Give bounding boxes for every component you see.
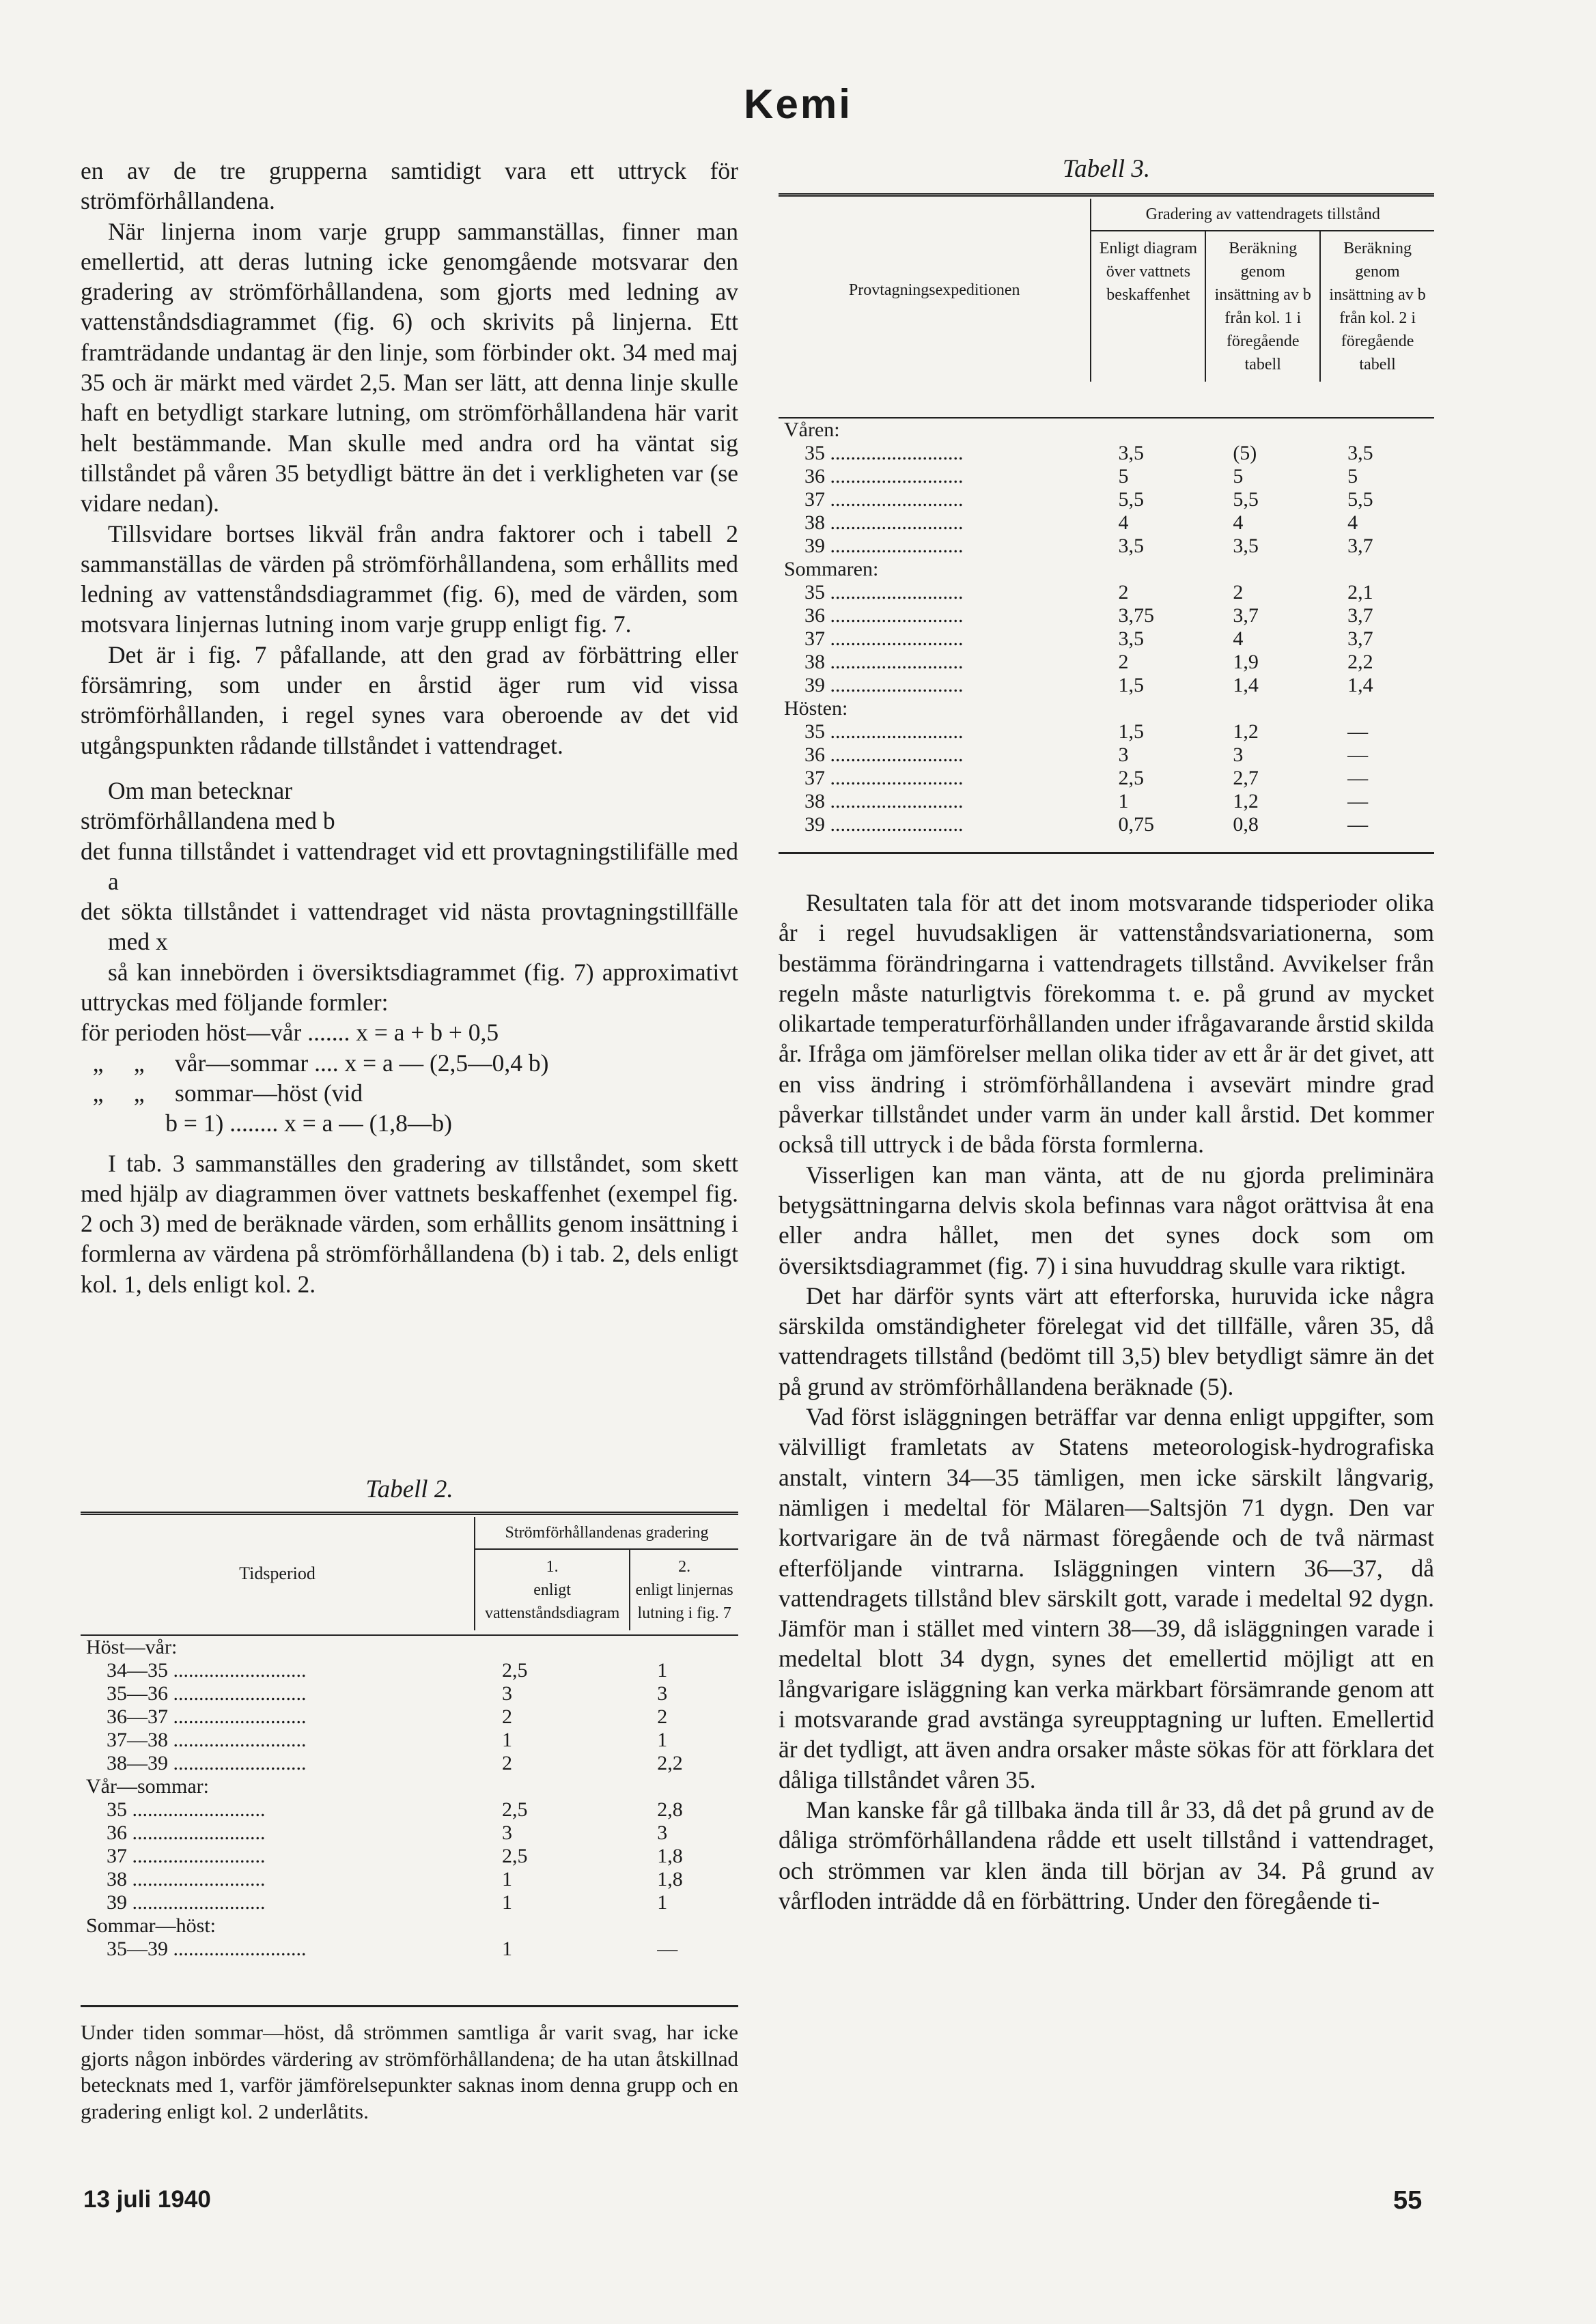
table-row <box>81 1798 738 1822</box>
table3 <box>779 199 1434 836</box>
value-cell: 1,2 <box>1233 720 1259 743</box>
value-cell: 1,4 <box>1347 674 1373 696</box>
table-row <box>779 674 1434 697</box>
table-row <box>779 627 1434 651</box>
row-label <box>779 488 1091 511</box>
row-label-text: 37 <box>804 767 825 789</box>
value-cell: 0,8 <box>1233 813 1259 836</box>
value-cell: 3,7 <box>1347 604 1373 627</box>
group-row <box>81 1775 738 1798</box>
table-row <box>779 581 1434 604</box>
group-row <box>779 558 1434 581</box>
group-label: Sommar—höst: <box>86 1914 216 1937</box>
table-row <box>779 465 1434 488</box>
table3-header-col1: Enligt diagram över vattnets beskaffenhet <box>1091 231 1205 382</box>
dot-leader: .......................... <box>127 1822 266 1844</box>
row-label-text: 35 <box>804 581 825 604</box>
row-label <box>81 1798 475 1822</box>
dot-leader: .......................... <box>825 604 964 627</box>
value-cell: 1,8 <box>657 1868 683 1890</box>
value-cell: 2,5 <box>1118 767 1144 789</box>
dot-leader: .......................... <box>825 790 964 812</box>
value-cell: 3 <box>1233 743 1244 766</box>
formula-intro: så kan innebörden i översiktsdiagrammet (fig. 7) approximativt uttryckas med följande formler: <box>81 958 738 1017</box>
table-row <box>81 1729 738 1752</box>
row-label-text: 39 <box>804 813 825 836</box>
value-cell: — <box>1347 790 1369 812</box>
row-label-text: 36 <box>804 465 825 487</box>
dot-leader: .......................... <box>127 1798 266 1821</box>
dot-leader: .......................... <box>825 651 964 673</box>
row-label-text: 38 <box>804 511 825 534</box>
paragraph: Vad först isläggningen beträffar var denna enligt uppgifter, som välvilligt framletats av Statens meteorologisk-hydrografiska anstalt, vintern 34—35 tämligen, men icke särskilt långvarig, nämligen i medeltal för Mälaren—Saltsjön 71 dygn. Den var kortvarigare än de två närmast föregående och de två närmast efterföljande vintrarna. Isläggningen vintern 36—37, då vattendragets tillstånd blev särskilt gott, varade i medeltal 92 dygn. Jämför man i stället med vintern 38—39, då isläggningen varade i medeltal blott 34 dygn, synes det emellertid möjligt att en långvarigare isläggning kan verka märkbart försämrande genom att i motsvarande grad avstänga syreupptagning ur luften. Emellertid är det tydligt, att även andra orsaker måste sökas för att förklara det dåliga tillståndet våren 35. <box>779 1403 1434 1794</box>
value-cell: 4 <box>1118 511 1129 534</box>
table3-bottom-rule <box>779 852 1434 854</box>
group-label: Höst—vår: <box>86 1636 178 1658</box>
value-cell: 1 <box>502 1729 512 1751</box>
dot-leader: .......................... <box>168 1729 307 1751</box>
table-row <box>81 1868 738 1891</box>
value-cell: 2 <box>1118 651 1129 673</box>
value-cell: 2,1 <box>1347 581 1373 604</box>
value-cell: (5) <box>1233 442 1257 464</box>
col-label: enligt linjernas lutning i fig. 7 <box>635 1581 733 1622</box>
table-row <box>81 1938 738 1961</box>
row-label-text: 34—35 <box>107 1659 168 1682</box>
row-label <box>779 790 1091 813</box>
row-label <box>779 465 1091 488</box>
dot-leader: .......................... <box>825 488 964 511</box>
value-cell: 3 <box>657 1682 668 1705</box>
value-cell: 2,5 <box>502 1798 528 1821</box>
dot-leader: .......................... <box>825 442 964 464</box>
dot-leader: .......................... <box>127 1845 266 1867</box>
row-label <box>779 767 1091 790</box>
value-cell: 2,8 <box>657 1798 683 1821</box>
row-label-text: 36 <box>804 604 825 627</box>
group-label: Vår—sommar: <box>86 1775 209 1798</box>
value-cell: 1 <box>657 1659 668 1682</box>
table-row <box>779 790 1434 813</box>
value-cell: 3,5 <box>1233 535 1259 557</box>
value-cell: 2,5 <box>502 1659 528 1682</box>
formula: b = 1) ........ x = a — (1,8—b) <box>81 1109 452 1137</box>
footer-date: 13 juli 1940 <box>83 2186 211 2213</box>
row-label-text: 36 <box>804 743 825 766</box>
table-row <box>81 1845 738 1868</box>
row-label-text: 35—39 <box>107 1938 168 1960</box>
row-label <box>779 720 1091 743</box>
definitions-intro: Om man betecknar <box>108 776 293 804</box>
table-row <box>779 743 1434 767</box>
value-cell: 0,75 <box>1118 813 1154 836</box>
value-cell: 3,7 <box>1347 627 1373 650</box>
value-cell: 1,5 <box>1118 720 1144 743</box>
value-cell: 5 <box>1118 465 1129 487</box>
value-cell: — <box>1347 743 1369 766</box>
dot-leader: .......................... <box>825 674 964 696</box>
table2-caption: Tabell 2. <box>365 1475 453 1503</box>
row-label-text: 36—37 <box>107 1705 168 1728</box>
dot-leader: .......................... <box>825 627 964 650</box>
table2-note: Under tiden sommar—höst, då strömmen samtliga år varit svag, har icke gjorts någon inbördes värdering av strömförhållandena; de ha utan åtskillnad betecknats med 1, varför jämförelsepunkter saknas inom denna grupp och en gradering enligt kol. 2 underlåtits. <box>81 2020 738 2123</box>
row-label-text: 36 <box>107 1822 127 1844</box>
group-label: Våren: <box>784 419 840 441</box>
table-row <box>779 813 1434 836</box>
row-label <box>81 1938 475 1961</box>
table-row <box>779 535 1434 558</box>
table-row <box>81 1752 738 1775</box>
group-row <box>81 1635 738 1659</box>
row-label <box>81 1729 475 1752</box>
value-cell: 1,2 <box>1233 790 1259 812</box>
table-row <box>779 651 1434 674</box>
col-label: enligt vattenståndsdiagram <box>484 1581 620 1622</box>
value-cell: 5,5 <box>1233 488 1259 511</box>
row-label <box>779 674 1091 697</box>
row-label <box>81 1682 475 1705</box>
value-cell: 4 <box>1347 511 1358 534</box>
row-label <box>779 651 1091 674</box>
paragraph: Visserligen kan man vänta, att de nu gjorda preliminära betygsättningarna delvis skola befinnas vara något orättvisa åt ena eller andra hållet, men det synes dock som om översiktsdiagrammet (fig. 7) i sina huvuddrag skulle vara riktigt. <box>779 1161 1434 1279</box>
value-cell: 1,5 <box>1118 674 1144 696</box>
value-cell: 3,75 <box>1118 604 1154 627</box>
page-number: 55 <box>1393 2186 1423 2215</box>
value-cell: 1 <box>502 1938 512 1960</box>
dot-leader: .......................... <box>127 1868 266 1890</box>
paragraph: Tillsvidare bortses likväl från andra faktorer och i tabell 2 sammanställas de värden på strömförhållandena, som erhållits med ledning av vattenståndsdiagrammet (fig. 6), med de värden, som motsvara linjernas lutning inom varje grupp enligt fig. 7. <box>81 520 738 638</box>
value-cell: 4 <box>1233 627 1244 650</box>
value-cell: 3,7 <box>1233 604 1259 627</box>
dot-leader: .......................... <box>168 1659 307 1682</box>
value-cell: 3,5 <box>1347 442 1373 464</box>
paragraph: Resultaten tala för att det inom motsvarande tidsperioder olika år i regel huvudsakligen är vattenståndsvariationerna, som bestämma förändringarna i vattendragets tillstånd. Avvikelser från regeln måste naturligtvis förekomma t. e. på grund av mycket olikartade temperaturförhållanden under ifrågavarande årstid skilda år. Ifråga om jämförelser mellan olika tider av ett år är det givet, att en viss ändring i strömförhållandena i avsevärt mindre grad påverkar tillståndet under varm än under kall årstid. Det kommer också till uttryck i de båda första formlerna. <box>779 889 1434 1159</box>
definition-b: strömförhållandena med b <box>81 807 335 835</box>
row-label <box>779 535 1091 558</box>
dot-leader: .......................... <box>825 720 964 743</box>
group-row <box>779 418 1434 442</box>
value-cell: 4 <box>1233 511 1244 534</box>
left-column <box>81 156 738 1299</box>
dot-leader: .......................... <box>825 813 964 836</box>
value-cell: 5 <box>1347 465 1358 487</box>
table-row <box>779 767 1434 790</box>
value-cell: 3 <box>657 1822 668 1844</box>
value-cell: 3,5 <box>1118 442 1144 464</box>
table3-rule <box>779 193 1434 197</box>
row-label-text: 39 <box>804 674 825 696</box>
value-cell: 2,2 <box>1347 651 1373 673</box>
value-cell: 3 <box>502 1822 512 1844</box>
table-row <box>779 442 1434 465</box>
row-label-text: 37 <box>804 627 825 650</box>
row-label-text: 38—39 <box>107 1752 168 1774</box>
row-label-text: 38 <box>107 1868 127 1890</box>
group-label: Hösten: <box>784 697 848 720</box>
row-label <box>81 1752 475 1775</box>
definition-a: det funna tillståndet i vattendraget vid ett provtagningstilifälle med a <box>81 837 738 895</box>
table-row <box>81 1659 738 1682</box>
formula: „ „ vår—sommar .... x = a — (2,5—0,4 b) <box>81 1049 549 1077</box>
row-label <box>779 627 1091 651</box>
dot-leader: .......................... <box>825 535 964 557</box>
row-label-text: 35—36 <box>107 1682 168 1705</box>
value-cell: 2 <box>1118 581 1129 604</box>
dot-leader: .......................... <box>825 465 964 487</box>
table2-bottom-rule <box>81 2005 738 2007</box>
value-cell: — <box>1347 813 1369 836</box>
value-cell: 1 <box>657 1891 668 1914</box>
group-label: Sommaren: <box>784 558 879 580</box>
table-row <box>779 720 1434 743</box>
row-label-text: 37—38 <box>107 1729 168 1751</box>
row-label <box>81 1659 475 1682</box>
table2-header-col2 <box>630 1549 738 1630</box>
row-label <box>779 581 1091 604</box>
table-row <box>81 1891 738 1914</box>
paragraph: I tab. 3 sammanställes den gradering av tillståndet, som skett med hjälp av diagrammen över vattnets beskaffenhet (exempel fig. 2 och 3) med de beräknade värden, som erhållits genom insättning i formlerna av värdena på strömförhållandena (b) i tab. 2, dels enligt kol. 1, dels enligt kol. 2. <box>81 1149 738 1298</box>
paragraph: en av de tre grupperna samtidigt vara ett uttryck för strömförhållandena. <box>81 157 738 215</box>
value-cell: 2,2 <box>657 1752 683 1774</box>
table3-header-exp: Provtagningsexpeditionen <box>848 281 1020 299</box>
paragraph: När linjerna inom varje grupp sammanställas, finner man emellertid, att deras lutning icke genomgående motsvarar den gradering av strömförhållandena, som gjorts med ledning av vattenståndsdiagrammet (fig. 6) och skrivits på linjerna. Ett framträdande undantag är den linje, som förbinder okt. 34 med maj 35 och är märkt med värdet 2,5. Man ser lätt, att denna linje skulle haft en betydligt starkare lutning, om strömförhållandena här varit helt bestämmande. Man skulle med andra ord ha väntat sig tillståndet på våren 35 betydligt bättre än det i verkligheten var (se vidare nedan). <box>81 217 738 518</box>
dot-leader: .......................... <box>168 1682 307 1705</box>
table3-header-col2: Beräkning genom insättning av b från kol. 1 i föregående tabell <box>1205 231 1320 382</box>
row-label-text: 37 <box>804 488 825 511</box>
value-cell: 2 <box>502 1705 512 1728</box>
paragraph: Det är i fig. 7 påfallande, att den grad av förbättring eller försämring, som under en årstid äger rum vid vissa strömförhållanden, i regel synes vara oberoende av det vid utgångspunkten rådande tillståndet i vattendraget. <box>81 640 738 759</box>
table2-rule <box>81 1512 738 1515</box>
value-cell: 1 <box>502 1891 512 1914</box>
row-label <box>81 1705 475 1729</box>
value-cell: 1,4 <box>1233 674 1259 696</box>
row-label <box>81 1891 475 1914</box>
value-cell: 2,5 <box>502 1845 528 1867</box>
value-cell: 1,9 <box>1233 651 1259 673</box>
value-cell: 3,5 <box>1118 627 1144 650</box>
row-label <box>779 743 1091 767</box>
table3-caption: Tabell 3. <box>1062 155 1151 183</box>
dot-leader: .......................... <box>168 1938 307 1960</box>
value-cell: 5,5 <box>1347 488 1373 511</box>
value-cell: 3,7 <box>1347 535 1373 557</box>
definition-x: det sökta tillståndet i vattendraget vid nästa provtagningstillfälle med x <box>81 898 738 956</box>
value-cell: 2 <box>657 1705 668 1728</box>
row-label <box>81 1822 475 1845</box>
table3-header-col3: Beräkning genom insättning av b från kol. 2 i föregående tabell <box>1320 231 1434 382</box>
value-cell: — <box>1347 767 1369 789</box>
value-cell: 5 <box>1233 465 1244 487</box>
group-row <box>779 697 1434 720</box>
row-label <box>779 604 1091 627</box>
dot-leader: .......................... <box>825 511 964 534</box>
running-header: Kemi <box>744 81 852 127</box>
col-number: 1. <box>546 1558 559 1576</box>
dot-leader: .......................... <box>168 1752 307 1774</box>
value-cell: 3 <box>502 1682 512 1705</box>
row-label <box>81 1845 475 1868</box>
value-cell: 2,7 <box>1233 767 1259 789</box>
formula: „ „ sommar—höst (vid <box>81 1079 363 1107</box>
value-cell: 1 <box>657 1729 668 1751</box>
row-label-text: 35 <box>107 1798 127 1821</box>
table3-header-group: Gradering av vattendragets tillstånd <box>1091 199 1434 231</box>
row-label-text: 37 <box>107 1845 127 1867</box>
table2 <box>81 1517 738 1961</box>
table2-header-group: Strömförhållandenas gradering <box>475 1517 738 1549</box>
table-row <box>779 604 1434 627</box>
value-cell: 1 <box>502 1868 512 1890</box>
row-label-text: 39 <box>107 1891 127 1914</box>
dot-leader: .......................... <box>825 767 964 789</box>
value-cell: 2 <box>502 1752 512 1774</box>
value-cell: 3,5 <box>1118 535 1144 557</box>
paragraph: Det har därför synts värt att efterforska, huruvida icke några särskilda omständigheter förelegat vid det tillfälle, våren 35, då vattendragets tillstånd (bedömt till 3,5) blev betydligt sämre än det på grund av strömförhållandena beräknade (5). <box>779 1281 1434 1400</box>
value-cell: — <box>657 1938 678 1960</box>
value-cell: 1 <box>1118 790 1129 812</box>
row-label-text: 35 <box>804 442 825 464</box>
value-cell: 3 <box>1118 743 1129 766</box>
value-cell: 1,8 <box>657 1845 683 1867</box>
table-row <box>779 488 1434 511</box>
paragraph: Man kanske får gå tillbaka ända till år 33, då det på grund av de dåliga strömförhållandena rådde ett uselt tillstånd i vattendraget, och strömmen var klen ända till början av 34. På grund av vårfloden inträdde då en förbättring. Under den föregående ti- <box>779 1796 1434 1914</box>
col-number: 2. <box>678 1558 691 1576</box>
row-label-text: 39 <box>804 535 825 557</box>
value-cell: — <box>1347 720 1369 743</box>
row-label-text: 35 <box>804 720 825 743</box>
row-label-text: 38 <box>804 651 825 673</box>
table-row <box>81 1822 738 1845</box>
row-label <box>779 511 1091 535</box>
dot-leader: .......................... <box>127 1891 266 1914</box>
table2-header-period: Tidsperiod <box>239 1563 316 1583</box>
dot-leader: .......................... <box>168 1705 307 1728</box>
formula: för perioden höst—vår ....... x = a + b + 0,5 <box>81 1019 499 1047</box>
row-label <box>779 442 1091 465</box>
group-row <box>81 1914 738 1938</box>
value-cell: 2 <box>1233 581 1244 604</box>
table-row <box>81 1682 738 1705</box>
row-label <box>81 1868 475 1891</box>
row-label <box>779 813 1091 836</box>
table2-header-col1 <box>475 1549 630 1630</box>
value-cell: 5,5 <box>1118 488 1144 511</box>
table-row <box>779 511 1434 535</box>
dot-leader: .......................... <box>825 743 964 766</box>
right-column <box>779 888 1434 1916</box>
table-row <box>81 1705 738 1729</box>
row-label-text: 38 <box>804 790 825 812</box>
dot-leader: .......................... <box>825 581 964 604</box>
